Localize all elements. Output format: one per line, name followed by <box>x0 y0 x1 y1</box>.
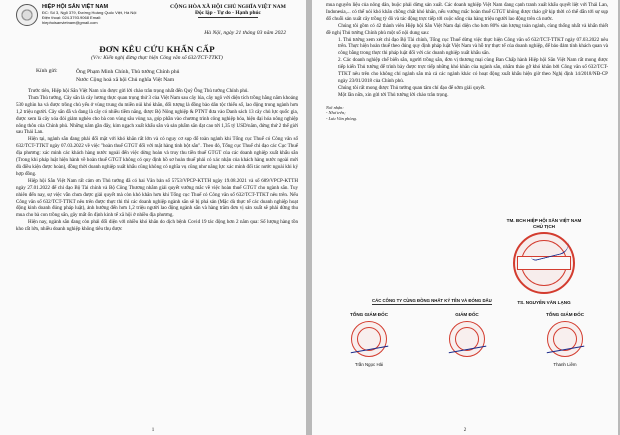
stamp-title: GIÁM ĐỐC <box>455 312 479 317</box>
sign-role: CHỦ TỊCH <box>533 224 555 229</box>
company-stamp <box>424 312 510 367</box>
noi-nhan-item: - Như trên; <box>326 110 346 116</box>
body-paragraph: Một lần nữa, xin gửi tới Thủ tướng lời chào trân trọng. <box>338 91 449 98</box>
association-logo-icon <box>16 4 38 26</box>
org-block <box>16 4 146 26</box>
org-contact: Điện thoại: 024.3793.9068 Email: hiephoisanvietnam@gmail.com <box>42 15 102 25</box>
request-item: 2. Các doanh nghiệp chế biến sắn, người trồng sắn, đơn vị thương mại cùng Ban Chấp hành Hiệp hội Sắn Việt Nam rất mong được tiếp kiến Thủ tướng để trình bày được trực tiếp những khó khăn của ngành sắn, nhằm tháo gỡ khó khăn bởi Công văn số 632/TCT-TTKT nêu trên cho không chỉ ngành sắn mà cả các ngành khác có hoạt động xuất khẩu hiện giờ theo Nghị định 14/2018/NĐ-CP ngày 23/01/2018 của Chính phủ. <box>338 57 608 84</box>
company-stamp <box>522 312 608 367</box>
stamp-signer: Trần Ngọc Hải <box>354 362 384 367</box>
recipient-line: Nước Cộng hoà xã hội Chủ nghĩa Việt Nam <box>76 77 175 83</box>
company-stamps <box>326 312 608 367</box>
letter-body <box>16 88 298 233</box>
letter-date: Hà Nội, ngày 21 tháng 03 năm 2022 <box>204 30 286 36</box>
letter-subject: (V/v: Kiến nghị đừng thực hiện Công văn số 632/TCT-TTKT) <box>91 55 223 61</box>
body-paragraph: Chúng tôi gồm có 42 thành viên Hiệp hội Sắn Việt Nam đại diện cho hơn 80% sản lượng toàn ngành, cùng thống nhất và khẩn thiết đề nghị Thủ tướng Chính phủ một số nội dung sau: <box>326 22 608 36</box>
request-item: 1. Thủ tướng xem xét chỉ đạo Bộ Tài chính, Tổng cục Thuế dừng việc thực hiện Công văn số 632/TCT-TTKT ngày 07.03.2022 nêu trên. Thực hiện hoàn thuế theo đúng quy định pháp luật Việt Nam và hỗ trợ thực tế của doanh nghiệp, để bảo đảm tính khách quan và công bằng trong thực thi pháp luật đối với các doanh nghiệp xuất khẩu sắn. <box>338 36 608 57</box>
body-paragraph: Trước tiên, Hiệp hội Sắn Việt Nam xin được gửi lời chào trân trọng nhất đến Quý Ông Thủ tướng Chính phủ. <box>28 88 249 94</box>
nation-name: CỘNG HÒA XÃ HỘI CHỦ NGHĨA VIỆT NAM <box>170 4 286 10</box>
org-name: HIỆP HỘI SẮN VIỆT NAM <box>42 4 109 10</box>
recipient-block <box>16 68 298 84</box>
signature-block <box>484 218 604 305</box>
companies-heading: CÁC CÔNG TY CÙNG ĐỒNG NHẤT KÝ TÊN VÀ ĐÓNG DẤU <box>372 298 492 303</box>
recipients-list <box>326 105 608 122</box>
letter-title: ĐƠN KÊU CỨU KHẨN CẤP <box>99 44 215 54</box>
body-paragraph: mua nguyên liệu của nông dân, buộc phải dừng sản xuất. Các doanh nghiệp Việt Nam đang cạnh tranh xuất khẩu quyết liệt với Thái Lan, Indonesia,... có thể nói khó khăn chồng chất khó khăn, nếu vướng mắc hoàn thuế GTGT không được tháo gỡ kịp thời có thể dẫn tới sự sụp đổ chuỗi sản xuất cây trồng tỷ đô và tác động trực tiếp tới cuộc sống của hàng triệu người lao động trên cả nước. <box>326 2 608 22</box>
letter-header <box>16 4 298 26</box>
recipient-line: Ông Phạm Minh Chính, Thủ tướng Chính phủ <box>76 69 180 75</box>
body-paragraph: Hiện tại, ngành sắn đang phải đối mặt với khó khăn rất lớn và có nguy cơ sụp đổ toàn ngành khi Tổng cục Thuế có Công văn số 632/TCT-TTKT ngày 07.03.2022 về việc "hoàn thuế GTGT đối với mặt hàng tinh bột sắn". Theo đó, Tổng cục Thuế chỉ đạo các Cục Thuế địa phương: xác minh các khách hàng nước ngoài đến việc dừng hoàn và truy thu tiền thuế GTGT của các doanh nghiệp xuất khẩu sắn (Trong khi pháp luật hiện hành về hoàn thuế GTGT không có quy định hồ sơ hoàn thuế phải có xác nhận của khách hàng nước ngoài mới đủ điều kiện được hoàn), đồng thời doanh nghiệp xuất khẩu cũng không có nghĩa vụ cũng như năng lực xác minh đối tác nước ngoài khi ký hợp đồng. <box>16 136 298 177</box>
page-2 <box>312 0 618 435</box>
page-number: 2 <box>463 428 467 433</box>
signer-name: TS. NGUYỄN VĂN LẠNG <box>517 300 571 305</box>
motto-underline <box>198 17 258 18</box>
company-stamp <box>326 312 412 367</box>
sign-org: TM. BCH HIỆP HỘI SẮN VIỆT NAM <box>506 218 582 223</box>
body-paragraph: Thưa Thủ tướng, Cây sắn là cây lương thực quan trọng thứ 3 của Việt Nam sau cây lúa, cây ngô với diện tích trồng hằng năm khoảng 530 nghìn ha và được trồng chủ yếu ở vùng trung du miền núi khó khăn, đối tượng là đồng bào dân tộc thiểu số, lao động trong ngành hơn 1,2 triệu người. Cây sắn đã và đang là cây có nhiều tiềm năng, được Bộ Nông nghiệp & PTNT đưa vào Danh sách 13 cây chủ lực quốc gia, được xem là cây xóa đói giảm nghèo cho bà con vùng sâu vùng xa, góp phần vào chương trình công nghiệp hóa, hiện đại hóa nông nghiệp nông thôn của Chính phủ. Những năm gần đây, kim ngạch xuất khẩu sắn và sản phẩm sắn đạt cao tới 1,35 tỷ USD/năm, đứng thứ 2 thế giới sau Thái Lan. <box>16 94 298 136</box>
letter-body-continued <box>326 2 608 99</box>
page-number: 1 <box>151 428 155 433</box>
stamp-signer: Thanh Liêm <box>553 362 577 367</box>
noi-nhan-item: - Lưu Văn phòng. <box>326 115 357 121</box>
nation-motto: Độc lập - Tự do - Hạnh phúc <box>195 10 261 16</box>
noi-nhan-label: Nơi nhận: <box>326 104 344 110</box>
body-paragraph: Hiện nay, ngành sắn đang còn phải đối diện với nhiều khó khăn do dịch bệnh Covid 19 tác động hơn 2 năm qua: Số lượng hàng tồn kho rất lớn, nhiều doanh nghiệp không tiêu thụ được <box>16 219 298 233</box>
stamp-title: TỔNG GIÁM ĐỐC <box>349 312 389 317</box>
page-1 <box>0 0 306 435</box>
recipient-label: Kính gửi: <box>36 68 58 74</box>
nation-block <box>158 4 298 26</box>
body-paragraph: Chúng tôi rất mong được Thủ tướng quan tâm chỉ đạo để sớm giải quyết. <box>338 84 486 91</box>
org-address: ĐC: Số 3, Ngõ 379, Đường Hoàng Quốc Việt, Hà Nội <box>42 10 137 15</box>
body-paragraph: Hiệp hội Sắn Việt Nam rất cảm ơn Thủ tướng đã có hai Văn bản số 5753/VPCP-KTTH ngày 19.08.2021 và số 689/VPCP-KTTH ngày 27.01.2022 để chỉ đạo Bộ Tài chính và Bộ Công Thương nhằm giải quyết vướng mắc về việc hoàn thuế GTGT cho ngành sắn. Tuy nhiên đến nay, sự việc vẫn chưa được giải quyết mà còn khó khăn hơn khi Tổng cục Thuế có Công văn số 632/TCT-TTKT nêu trên. Nếu Công văn số 632/TCT-TTKT nêu trên được thực thi thì các doanh nghiệp ngành sắn sẽ bị phá sản (Mặc dù thực tế các doanh nghiệp hoạt động kinh doanh đúng pháp luật), ảnh hưởng đến hơn 1,2 triệu người lao động ngành sắn và hàng trăm đơn vị sản xuất sẽ phải dừng thu mua cho bà con trồng sắn, gây mất ổn định kinh tế xã hội ở nhiều địa phương. <box>16 177 298 219</box>
stamp-title: TỔNG GIÁM ĐỐC <box>545 312 585 317</box>
